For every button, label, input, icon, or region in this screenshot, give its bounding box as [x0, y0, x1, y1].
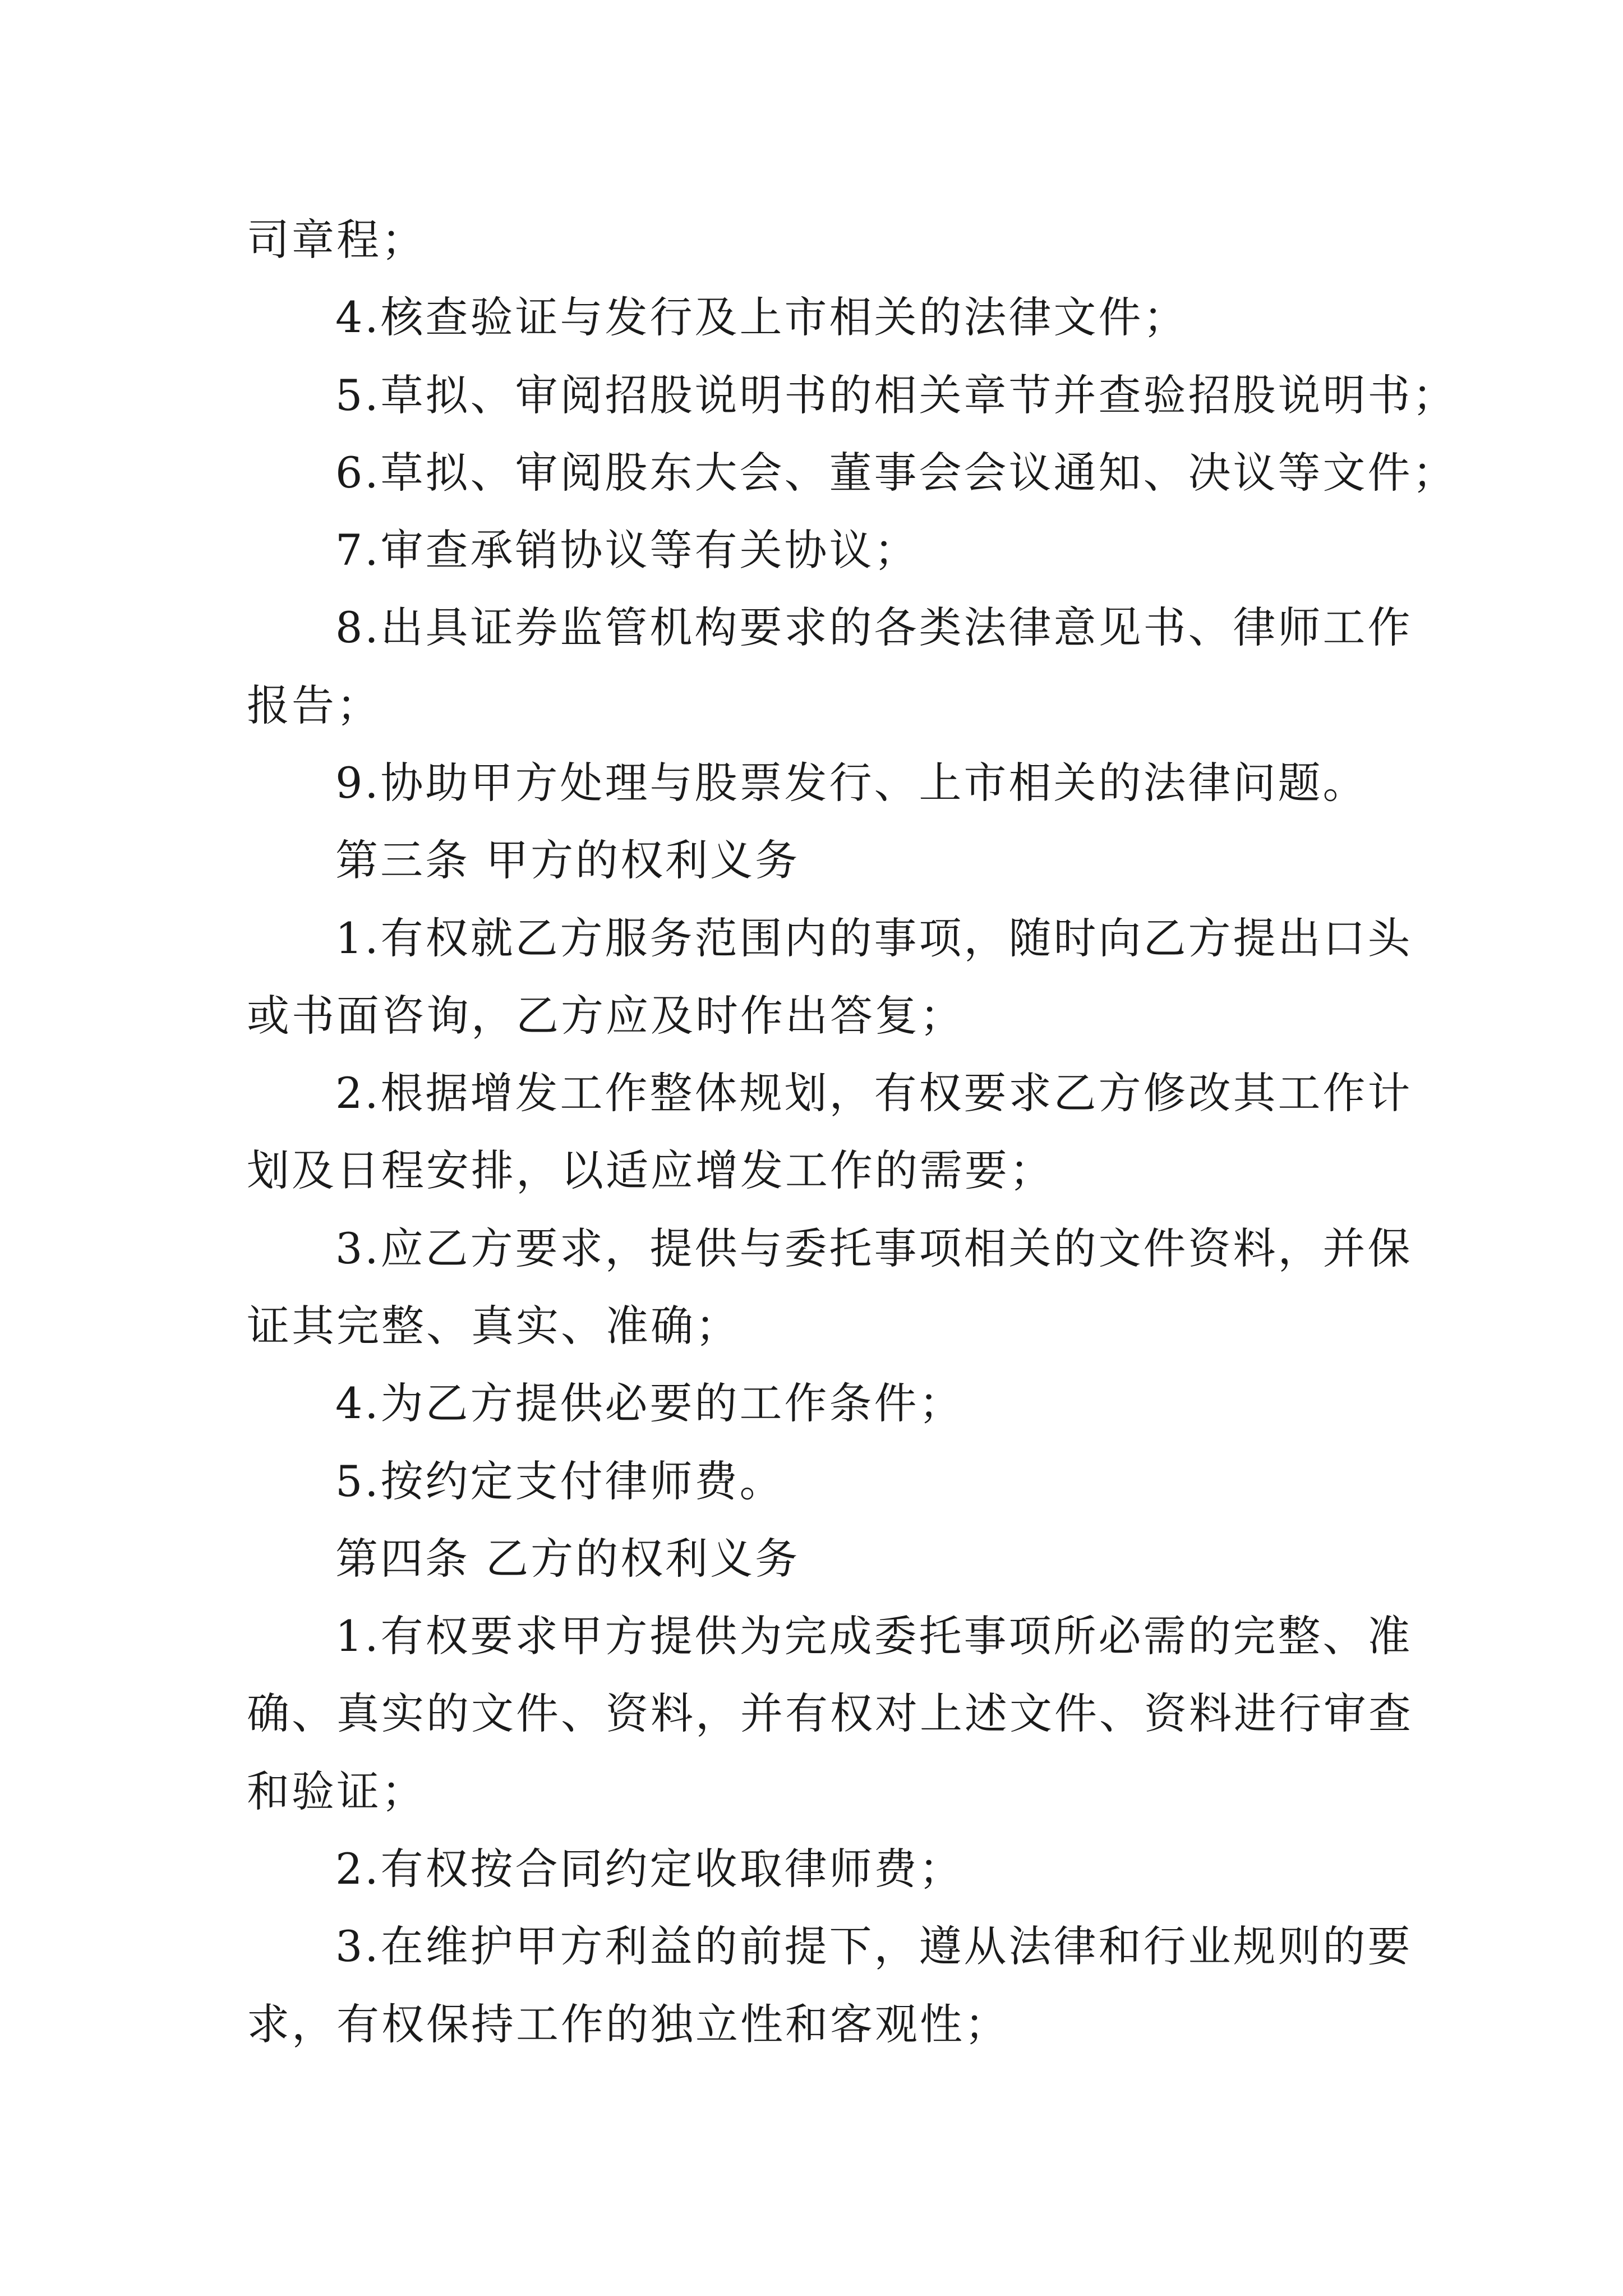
- section-heading: 第三条 甲方的权利义务: [335, 835, 800, 885]
- text-line: 1.有权要求甲方提供为完成委托事项所必需的完整、准: [335, 1611, 1413, 1661]
- text-line: 求，有权保持工作的独立性和客观性；: [247, 1999, 1009, 2049]
- section-heading: 第四条 乙方的权利义务: [335, 1534, 800, 1584]
- text-line: 8.出具证券监管机构要求的各类法律意见书、律师工作: [335, 602, 1413, 652]
- text-line: 2.有权按合同约定收取律师费；: [335, 1844, 964, 1894]
- text-line: 确、真实的文件、资料，并有权对上述文件、资料进行审查: [247, 1688, 1413, 1738]
- text-line: 3.应乙方要求，提供与委托事项相关的文件资料，并保: [335, 1223, 1413, 1273]
- text-line: 7.审查承销协议等有关协议；: [335, 525, 919, 575]
- text-line: 4.为乙方提供必要的工作条件；: [335, 1378, 964, 1428]
- text-line: 5.草拟、审阅招股说明书的相关章节并查验招股说明书；: [335, 370, 1458, 420]
- text-line: 5.按约定支付律师费。: [335, 1456, 785, 1506]
- text-line: 划及日程安排，以适应增发工作的需要；: [247, 1145, 1054, 1195]
- text-line: 证其完整、真实、准确；: [247, 1301, 740, 1351]
- text-line: 3.在维护甲方利益的前提下，遵从法律和行业规则的要: [335, 1921, 1413, 1971]
- text-line: 9.协助甲方处理与股票发行、上市相关的法律问题。: [335, 758, 1368, 808]
- text-line: 6.草拟、审阅股东大会、董事会会议通知、决议等文件；: [335, 448, 1458, 498]
- text-line: 或书面咨询，乙方应及时作出答复；: [247, 991, 965, 1041]
- text-line: 4.核查验证与发行及上市相关的法律文件；: [335, 292, 1188, 342]
- text-line: 司章程；: [247, 215, 426, 265]
- text-line: 报告；: [247, 680, 381, 730]
- text-line: 和验证；: [247, 1766, 426, 1816]
- text-line: 2.根据增发工作整体规划，有权要求乙方修改其工作计: [335, 1068, 1413, 1118]
- text-line: 1.有权就乙方服务范围内的事项，随时向乙方提出口头: [335, 913, 1413, 963]
